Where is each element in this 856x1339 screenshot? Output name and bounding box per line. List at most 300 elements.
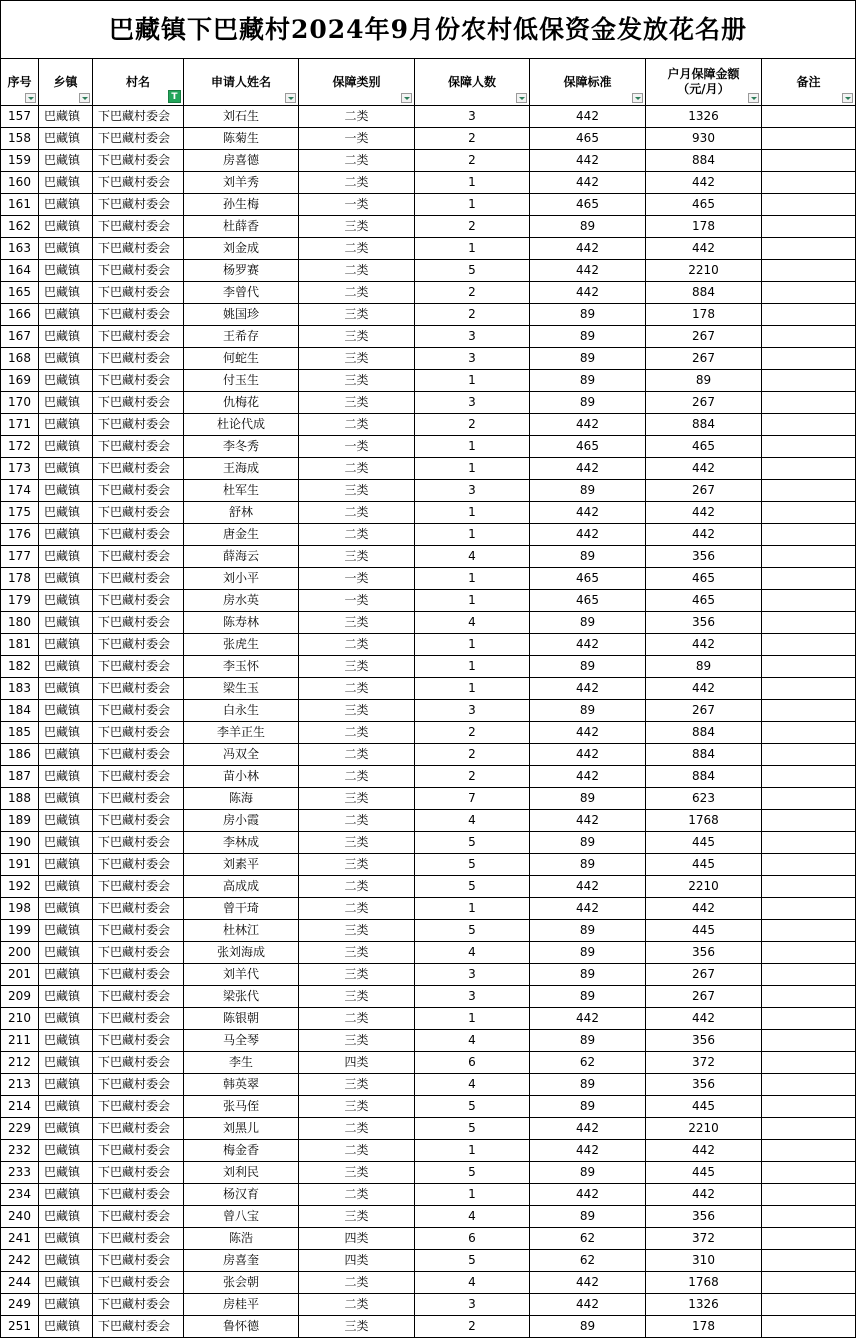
cell-note[interactable] — [762, 326, 856, 348]
cell-amount[interactable]: 356 — [646, 1030, 762, 1052]
cell-village[interactable]: 下巴藏村委会 — [93, 502, 184, 524]
cell-count[interactable]: 1 — [415, 656, 530, 678]
cell-village[interactable]: 下巴藏村委会 — [93, 238, 184, 260]
cell-standard[interactable]: 442 — [530, 634, 646, 656]
cell-village[interactable]: 下巴藏村委会 — [93, 656, 184, 678]
cell-count[interactable]: 1 — [415, 568, 530, 590]
cell-name[interactable]: 李生 — [184, 1052, 299, 1074]
cell-amount[interactable]: 178 — [646, 304, 762, 326]
cell-standard[interactable]: 62 — [530, 1250, 646, 1272]
cell-amount[interactable]: 465 — [646, 568, 762, 590]
cell-standard[interactable]: 89 — [530, 700, 646, 722]
cell-category[interactable]: 二类 — [299, 414, 415, 436]
cell-standard[interactable]: 442 — [530, 260, 646, 282]
cell-name[interactable]: 梁生玉 — [184, 678, 299, 700]
filter-active-icon[interactable]: T — [168, 90, 181, 103]
cell-note[interactable] — [762, 920, 856, 942]
cell-count[interactable]: 3 — [415, 106, 530, 128]
cell-seq[interactable]: 185 — [1, 722, 39, 744]
cell-name[interactable]: 刘黑儿 — [184, 1118, 299, 1140]
cell-village[interactable]: 下巴藏村委会 — [93, 304, 184, 326]
cell-note[interactable] — [762, 502, 856, 524]
cell-town[interactable]: 巴藏镇 — [39, 414, 93, 436]
cell-amount[interactable]: 356 — [646, 612, 762, 634]
table-row[interactable] — [1, 1140, 856, 1162]
table-row[interactable] — [1, 766, 856, 788]
cell-amount[interactable]: 445 — [646, 1162, 762, 1184]
cell-town[interactable]: 巴藏镇 — [39, 854, 93, 876]
cell-name[interactable]: 白永生 — [184, 700, 299, 722]
cell-note[interactable] — [762, 1184, 856, 1206]
cell-note[interactable] — [762, 282, 856, 304]
cell-count[interactable]: 1 — [415, 898, 530, 920]
cell-town[interactable]: 巴藏镇 — [39, 1096, 93, 1118]
cell-name[interactable]: 苗小林 — [184, 766, 299, 788]
cell-standard[interactable]: 89 — [530, 1206, 646, 1228]
cell-amount[interactable]: 356 — [646, 942, 762, 964]
cell-village[interactable]: 下巴藏村委会 — [93, 1030, 184, 1052]
cell-standard[interactable]: 442 — [530, 502, 646, 524]
cell-village[interactable]: 下巴藏村委会 — [93, 1140, 184, 1162]
cell-seq[interactable]: 234 — [1, 1184, 39, 1206]
cell-village[interactable]: 下巴藏村委会 — [93, 1184, 184, 1206]
cell-count[interactable]: 5 — [415, 832, 530, 854]
table-row[interactable] — [1, 194, 856, 216]
cell-count[interactable]: 1 — [415, 238, 530, 260]
cell-count[interactable]: 1 — [415, 194, 530, 216]
cell-village[interactable]: 下巴藏村委会 — [93, 1118, 184, 1140]
cell-village[interactable]: 下巴藏村委会 — [93, 326, 184, 348]
cell-town[interactable]: 巴藏镇 — [39, 942, 93, 964]
table-row[interactable] — [1, 568, 856, 590]
cell-standard[interactable]: 442 — [530, 282, 646, 304]
cell-village[interactable]: 下巴藏村委会 — [93, 1250, 184, 1272]
cell-note[interactable] — [762, 1250, 856, 1272]
table-row[interactable] — [1, 1008, 856, 1030]
cell-note[interactable] — [762, 524, 856, 546]
cell-count[interactable]: 1 — [415, 590, 530, 612]
cell-category[interactable]: 三类 — [299, 656, 415, 678]
cell-town[interactable]: 巴藏镇 — [39, 502, 93, 524]
cell-note[interactable] — [762, 172, 856, 194]
cell-category[interactable]: 一类 — [299, 590, 415, 612]
cell-town[interactable]: 巴藏镇 — [39, 1250, 93, 1272]
cell-category[interactable]: 二类 — [299, 744, 415, 766]
cell-count[interactable]: 3 — [415, 1294, 530, 1316]
cell-amount[interactable]: 89 — [646, 656, 762, 678]
cell-name[interactable]: 杜林江 — [184, 920, 299, 942]
table-row[interactable] — [1, 1316, 856, 1338]
cell-count[interactable]: 5 — [415, 1096, 530, 1118]
cell-town[interactable]: 巴藏镇 — [39, 524, 93, 546]
cell-note[interactable] — [762, 634, 856, 656]
cell-category[interactable]: 二类 — [299, 238, 415, 260]
cell-count[interactable]: 1 — [415, 678, 530, 700]
cell-amount[interactable]: 267 — [646, 392, 762, 414]
cell-note[interactable] — [762, 238, 856, 260]
cell-village[interactable]: 下巴藏村委会 — [93, 1272, 184, 1294]
cell-town[interactable]: 巴藏镇 — [39, 348, 93, 370]
cell-town[interactable]: 巴藏镇 — [39, 964, 93, 986]
cell-count[interactable]: 1 — [415, 1008, 530, 1030]
table-row[interactable] — [1, 106, 856, 128]
cell-seq[interactable]: 184 — [1, 700, 39, 722]
cell-category[interactable]: 二类 — [299, 172, 415, 194]
table-row[interactable] — [1, 590, 856, 612]
cell-category[interactable]: 一类 — [299, 436, 415, 458]
cell-name[interactable]: 刘小平 — [184, 568, 299, 590]
cell-village[interactable]: 下巴藏村委会 — [93, 788, 184, 810]
cell-note[interactable] — [762, 1118, 856, 1140]
cell-amount[interactable]: 884 — [646, 150, 762, 172]
cell-name[interactable]: 梅金香 — [184, 1140, 299, 1162]
cell-name[interactable]: 冯双全 — [184, 744, 299, 766]
table-row[interactable] — [1, 392, 856, 414]
cell-town[interactable]: 巴藏镇 — [39, 1272, 93, 1294]
cell-note[interactable] — [762, 964, 856, 986]
cell-count[interactable]: 5 — [415, 876, 530, 898]
cell-town[interactable]: 巴藏镇 — [39, 1008, 93, 1030]
cell-category[interactable]: 三类 — [299, 700, 415, 722]
cell-seq[interactable]: 159 — [1, 150, 39, 172]
cell-amount[interactable]: 356 — [646, 546, 762, 568]
cell-name[interactable]: 杜军生 — [184, 480, 299, 502]
cell-note[interactable] — [762, 590, 856, 612]
cell-category[interactable]: 二类 — [299, 150, 415, 172]
cell-name[interactable]: 陈银朝 — [184, 1008, 299, 1030]
cell-village[interactable]: 下巴藏村委会 — [93, 524, 184, 546]
cell-amount[interactable]: 2210 — [646, 260, 762, 282]
cell-town[interactable]: 巴藏镇 — [39, 1030, 93, 1052]
cell-seq[interactable]: 186 — [1, 744, 39, 766]
cell-standard[interactable]: 442 — [530, 1140, 646, 1162]
cell-amount[interactable]: 884 — [646, 414, 762, 436]
cell-seq[interactable]: 175 — [1, 502, 39, 524]
cell-name[interactable]: 陈浩 — [184, 1228, 299, 1250]
cell-seq[interactable]: 158 — [1, 128, 39, 150]
cell-category[interactable]: 二类 — [299, 722, 415, 744]
cell-seq[interactable]: 173 — [1, 458, 39, 480]
cell-count[interactable]: 4 — [415, 1272, 530, 1294]
cell-category[interactable]: 三类 — [299, 964, 415, 986]
cell-seq[interactable]: 213 — [1, 1074, 39, 1096]
table-row[interactable] — [1, 854, 856, 876]
cell-name[interactable]: 陈菊生 — [184, 128, 299, 150]
cell-standard[interactable]: 89 — [530, 348, 646, 370]
cell-standard[interactable]: 442 — [530, 678, 646, 700]
cell-note[interactable] — [762, 1096, 856, 1118]
cell-amount[interactable]: 310 — [646, 1250, 762, 1272]
cell-amount[interactable]: 1326 — [646, 106, 762, 128]
cell-name[interactable]: 舒林 — [184, 502, 299, 524]
cell-note[interactable] — [762, 1294, 856, 1316]
cell-name[interactable]: 薛海云 — [184, 546, 299, 568]
cell-name[interactable]: 刘利民 — [184, 1162, 299, 1184]
cell-note[interactable] — [762, 106, 856, 128]
cell-name[interactable]: 刘羊代 — [184, 964, 299, 986]
cell-amount[interactable]: 442 — [646, 458, 762, 480]
cell-note[interactable] — [762, 678, 856, 700]
cell-standard[interactable]: 89 — [530, 216, 646, 238]
cell-standard[interactable]: 442 — [530, 898, 646, 920]
cell-note[interactable] — [762, 260, 856, 282]
table-row[interactable] — [1, 810, 856, 832]
cell-count[interactable]: 1 — [415, 172, 530, 194]
cell-note[interactable] — [762, 128, 856, 150]
cell-count[interactable]: 3 — [415, 392, 530, 414]
table-row[interactable] — [1, 612, 856, 634]
cell-town[interactable]: 巴藏镇 — [39, 150, 93, 172]
cell-seq[interactable]: 201 — [1, 964, 39, 986]
cell-village[interactable]: 下巴藏村委会 — [93, 810, 184, 832]
cell-village[interactable]: 下巴藏村委会 — [93, 854, 184, 876]
cell-note[interactable] — [762, 1272, 856, 1294]
cell-note[interactable] — [762, 788, 856, 810]
cell-town[interactable]: 巴藏镇 — [39, 326, 93, 348]
cell-note[interactable] — [762, 1052, 856, 1074]
table-row[interactable] — [1, 436, 856, 458]
cell-town[interactable]: 巴藏镇 — [39, 546, 93, 568]
cell-name[interactable]: 房水英 — [184, 590, 299, 612]
cell-name[interactable]: 刘羊秀 — [184, 172, 299, 194]
cell-category[interactable]: 二类 — [299, 1008, 415, 1030]
cell-note[interactable] — [762, 942, 856, 964]
cell-name[interactable]: 陈海 — [184, 788, 299, 810]
cell-note[interactable] — [762, 568, 856, 590]
cell-note[interactable] — [762, 722, 856, 744]
table-row[interactable] — [1, 942, 856, 964]
cell-note[interactable] — [762, 304, 856, 326]
table-row[interactable] — [1, 722, 856, 744]
cell-village[interactable]: 下巴藏村委会 — [93, 964, 184, 986]
cell-count[interactable]: 1 — [415, 1184, 530, 1206]
cell-amount[interactable]: 930 — [646, 128, 762, 150]
cell-amount[interactable]: 2210 — [646, 876, 762, 898]
cell-category[interactable]: 三类 — [299, 832, 415, 854]
cell-amount[interactable]: 465 — [646, 436, 762, 458]
cell-note[interactable] — [762, 370, 856, 392]
cell-village[interactable]: 下巴藏村委会 — [93, 568, 184, 590]
cell-amount[interactable]: 442 — [646, 172, 762, 194]
cell-village[interactable]: 下巴藏村委会 — [93, 590, 184, 612]
cell-standard[interactable]: 89 — [530, 920, 646, 942]
cell-amount[interactable]: 2210 — [646, 1118, 762, 1140]
cell-standard[interactable]: 89 — [530, 326, 646, 348]
cell-amount[interactable]: 372 — [646, 1052, 762, 1074]
cell-amount[interactable]: 442 — [646, 634, 762, 656]
cell-amount[interactable]: 89 — [646, 370, 762, 392]
cell-category[interactable]: 三类 — [299, 1316, 415, 1338]
cell-category[interactable]: 三类 — [299, 788, 415, 810]
cell-seq[interactable]: 166 — [1, 304, 39, 326]
cell-standard[interactable]: 89 — [530, 392, 646, 414]
cell-count[interactable]: 1 — [415, 634, 530, 656]
cell-amount[interactable]: 442 — [646, 1008, 762, 1030]
cell-count[interactable]: 1 — [415, 458, 530, 480]
cell-standard[interactable]: 89 — [530, 1096, 646, 1118]
cell-town[interactable]: 巴藏镇 — [39, 304, 93, 326]
cell-town[interactable]: 巴藏镇 — [39, 766, 93, 788]
cell-note[interactable] — [762, 458, 856, 480]
cell-name[interactable]: 付玉生 — [184, 370, 299, 392]
cell-count[interactable]: 2 — [415, 766, 530, 788]
cell-village[interactable]: 下巴藏村委会 — [93, 106, 184, 128]
cell-standard[interactable]: 442 — [530, 1118, 646, 1140]
cell-seq[interactable]: 187 — [1, 766, 39, 788]
cell-seq[interactable]: 210 — [1, 1008, 39, 1030]
cell-name[interactable]: 李羊正生 — [184, 722, 299, 744]
cell-name[interactable]: 梁张代 — [184, 986, 299, 1008]
cell-count[interactable]: 2 — [415, 414, 530, 436]
cell-town[interactable]: 巴藏镇 — [39, 810, 93, 832]
cell-count[interactable]: 1 — [415, 1140, 530, 1162]
cell-standard[interactable]: 442 — [530, 150, 646, 172]
cell-category[interactable]: 三类 — [299, 920, 415, 942]
cell-standard[interactable]: 442 — [530, 766, 646, 788]
cell-count[interactable]: 4 — [415, 612, 530, 634]
cell-town[interactable]: 巴藏镇 — [39, 370, 93, 392]
cell-seq[interactable]: 211 — [1, 1030, 39, 1052]
cell-count[interactable]: 4 — [415, 1030, 530, 1052]
cell-town[interactable]: 巴藏镇 — [39, 260, 93, 282]
table-row[interactable] — [1, 876, 856, 898]
cell-count[interactable]: 4 — [415, 546, 530, 568]
cell-note[interactable] — [762, 854, 856, 876]
table-row[interactable] — [1, 216, 856, 238]
cell-standard[interactable]: 89 — [530, 1030, 646, 1052]
cell-count[interactable]: 3 — [415, 348, 530, 370]
cell-standard[interactable]: 442 — [530, 458, 646, 480]
cell-amount[interactable]: 445 — [646, 1096, 762, 1118]
cell-village[interactable]: 下巴藏村委会 — [93, 766, 184, 788]
cell-count[interactable]: 2 — [415, 304, 530, 326]
cell-category[interactable]: 一类 — [299, 194, 415, 216]
cell-name[interactable]: 李林成 — [184, 832, 299, 854]
table-row[interactable] — [1, 480, 856, 502]
cell-note[interactable] — [762, 766, 856, 788]
cell-seq[interactable]: 182 — [1, 656, 39, 678]
cell-village[interactable]: 下巴藏村委会 — [93, 194, 184, 216]
cell-town[interactable]: 巴藏镇 — [39, 612, 93, 634]
cell-name[interactable]: 杜论代成 — [184, 414, 299, 436]
table-row[interactable] — [1, 964, 856, 986]
cell-count[interactable]: 1 — [415, 370, 530, 392]
cell-standard[interactable]: 89 — [530, 942, 646, 964]
cell-standard[interactable]: 89 — [530, 480, 646, 502]
cell-name[interactable]: 韩英翠 — [184, 1074, 299, 1096]
cell-seq[interactable]: 176 — [1, 524, 39, 546]
cell-village[interactable]: 下巴藏村委会 — [93, 458, 184, 480]
cell-town[interactable]: 巴藏镇 — [39, 282, 93, 304]
cell-note[interactable] — [762, 744, 856, 766]
cell-category[interactable]: 三类 — [299, 348, 415, 370]
cell-seq[interactable]: 242 — [1, 1250, 39, 1272]
cell-category[interactable]: 三类 — [299, 1206, 415, 1228]
cell-category[interactable]: 二类 — [299, 1272, 415, 1294]
filter-dropdown-icon[interactable] — [285, 93, 296, 103]
cell-village[interactable]: 下巴藏村委会 — [93, 128, 184, 150]
cell-town[interactable]: 巴藏镇 — [39, 876, 93, 898]
cell-name[interactable]: 杨罗赛 — [184, 260, 299, 282]
cell-town[interactable]: 巴藏镇 — [39, 216, 93, 238]
cell-town[interactable]: 巴藏镇 — [39, 700, 93, 722]
cell-amount[interactable]: 884 — [646, 282, 762, 304]
cell-note[interactable] — [762, 436, 856, 458]
cell-name[interactable]: 曾八宝 — [184, 1206, 299, 1228]
cell-count[interactable]: 5 — [415, 920, 530, 942]
cell-name[interactable]: 杨汉育 — [184, 1184, 299, 1206]
cell-seq[interactable]: 180 — [1, 612, 39, 634]
cell-seq[interactable]: 251 — [1, 1316, 39, 1338]
cell-village[interactable]: 下巴藏村委会 — [93, 1294, 184, 1316]
cell-note[interactable] — [762, 1008, 856, 1030]
cell-town[interactable]: 巴藏镇 — [39, 986, 93, 1008]
cell-amount[interactable]: 442 — [646, 502, 762, 524]
cell-category[interactable]: 三类 — [299, 480, 415, 502]
cell-amount[interactable]: 445 — [646, 920, 762, 942]
cell-count[interactable]: 1 — [415, 524, 530, 546]
cell-note[interactable] — [762, 876, 856, 898]
cell-count[interactable]: 4 — [415, 810, 530, 832]
cell-standard[interactable]: 442 — [530, 810, 646, 832]
cell-count[interactable]: 4 — [415, 1074, 530, 1096]
cell-town[interactable]: 巴藏镇 — [39, 656, 93, 678]
cell-amount[interactable]: 1326 — [646, 1294, 762, 1316]
cell-village[interactable]: 下巴藏村委会 — [93, 920, 184, 942]
cell-name[interactable]: 杜薛香 — [184, 216, 299, 238]
cell-standard[interactable]: 89 — [530, 1316, 646, 1338]
cell-category[interactable]: 二类 — [299, 524, 415, 546]
cell-standard[interactable]: 465 — [530, 436, 646, 458]
table-row[interactable] — [1, 1184, 856, 1206]
cell-town[interactable]: 巴藏镇 — [39, 678, 93, 700]
cell-amount[interactable]: 1768 — [646, 1272, 762, 1294]
cell-note[interactable] — [762, 612, 856, 634]
cell-category[interactable]: 二类 — [299, 876, 415, 898]
cell-town[interactable]: 巴藏镇 — [39, 480, 93, 502]
cell-category[interactable]: 二类 — [299, 502, 415, 524]
cell-name[interactable]: 李玉怀 — [184, 656, 299, 678]
cell-standard[interactable]: 442 — [530, 1184, 646, 1206]
filter-dropdown-icon[interactable] — [842, 93, 853, 103]
cell-town[interactable]: 巴藏镇 — [39, 920, 93, 942]
cell-standard[interactable]: 89 — [530, 656, 646, 678]
cell-town[interactable]: 巴藏镇 — [39, 194, 93, 216]
cell-town[interactable]: 巴藏镇 — [39, 898, 93, 920]
cell-seq[interactable]: 241 — [1, 1228, 39, 1250]
cell-count[interactable]: 4 — [415, 942, 530, 964]
cell-town[interactable]: 巴藏镇 — [39, 744, 93, 766]
cell-seq[interactable]: 189 — [1, 810, 39, 832]
table-row[interactable] — [1, 898, 856, 920]
cell-name[interactable]: 张虎生 — [184, 634, 299, 656]
cell-count[interactable]: 2 — [415, 744, 530, 766]
cell-name[interactable]: 唐金生 — [184, 524, 299, 546]
cell-name[interactable]: 姚国珍 — [184, 304, 299, 326]
cell-count[interactable]: 2 — [415, 722, 530, 744]
cell-name[interactable]: 曾干琦 — [184, 898, 299, 920]
cell-standard[interactable]: 442 — [530, 524, 646, 546]
cell-note[interactable] — [762, 150, 856, 172]
cell-count[interactable]: 2 — [415, 128, 530, 150]
cell-amount[interactable]: 267 — [646, 986, 762, 1008]
table-row[interactable] — [1, 788, 856, 810]
filter-dropdown-icon[interactable] — [25, 93, 36, 103]
table-row[interactable] — [1, 282, 856, 304]
cell-amount[interactable]: 465 — [646, 194, 762, 216]
cell-standard[interactable]: 442 — [530, 238, 646, 260]
cell-note[interactable] — [762, 1206, 856, 1228]
